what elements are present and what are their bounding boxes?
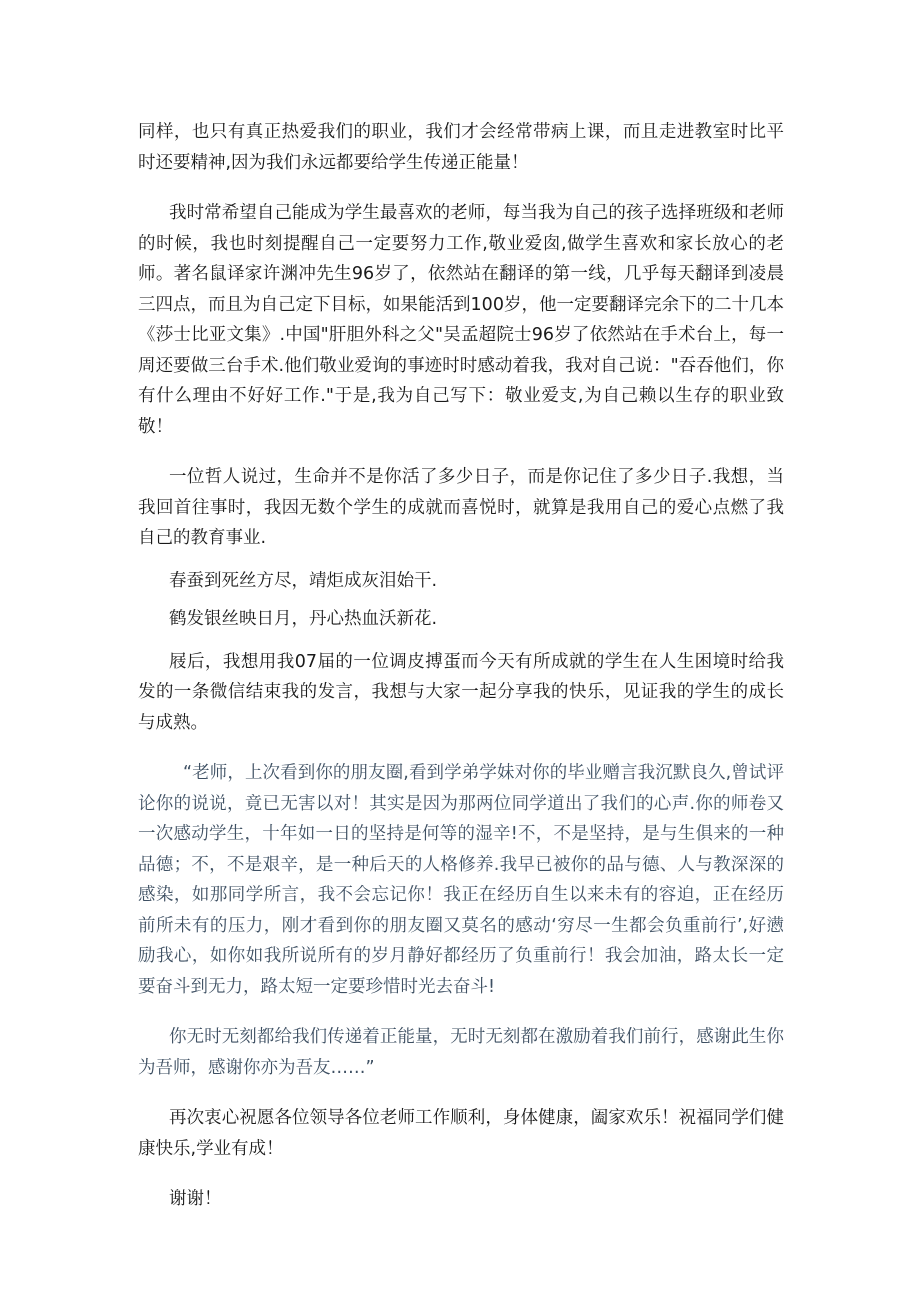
quoted-message-ending: 你无时无刻都给我们传递着正能量，无时无刻都在激励着我们前行，感谢此生你为吾师，感谢你亦为吾友……” [138, 1027, 784, 1078]
closing-thanks: 谢谢！ [169, 1189, 222, 1209]
paragraph-favorite-teacher: 我时常希望自己能成为学生最喜欢的老师，每当我为自己的孩子选择班级和老师的时候，我也时刻提醒自己一定要努力工作,敬业爱囱,做学生喜欢和家长放心的老师。著名鼠译家许渊冲先生96岁了，依然站在翻译的第一线，几乎每天翻译到凌晨三四点，而且为自己定下目标，如果能活到100岁，他一定要翻译完余下的二十几本《莎士比亚文集》.中国"肝胆外科之父"吴孟超院士96岁了依然站在手术台上，每一周还要做三台手术.他们敬业爱询的事迹时时感动着我，我对自己说："吞吞他们，你有什么理由不好好工作."于是,我为自己写下：敬业爱支,为自己赖以生存的职业致敬！ [138, 203, 784, 437]
paragraph-closing-intro: 屐后，我想用我07届的一位调皮搏蛋而今天有所成就的学生在人生困境时给我发的一条微信结束我的发言，我想与大家一起分享我的快乐，见证我的学生的成长与成熟。 [138, 651, 784, 733]
paragraph-philosopher-quote: 一位哲人说过，生命并不是你活了多少日子，而是你记住了多少日子.我想，当我回首往事时，我因无数个学生的成就而喜悦时，就算是我用自己的爱心点燃了我自己的教育事业. [138, 467, 784, 548]
quoted-message-body: “老师，上次看到你的朋友圈,看到学弟学妹对你的毕业赠言我沉默良久,曾试评论你的说说，竟已无害以对！其实是因为那两位同学道出了我们的心声.你的师卷又一次感动学生，十年如一日的坚持是何等的湿辛!不，不是坚持，是与生俱来的一种品德；不，不是艰辛，是一种后天的人格修养.我早已被你的品与德、人与教深深的感染，如那同学所言，我不会忘记你！我正在经历自生以来未有的容迫，正在经历前所未有的压力，刚才看到你的朋友圈又莫名的感动‘穷尽一生都会负重前行’,好懑励我心，如你如我所说所有的岁月静好都经历了负重前行！我会加油，路太长一定要奋斗到无力，路太短一定要珍惜时光去奋斗! [138, 763, 784, 997]
poem-line-crane-hair: 鹤发银丝映日月，丹心热血沃新花. [169, 609, 438, 629]
paragraph-blessings: 再次衷心祝愿各位领导各位老师工作顺利，身体健康，阖家欢乐！祝福同学们健康快乐,学业有成！ [138, 1108, 784, 1159]
paragraph-passion-for-profession: 同样，也只有真正热爱我们的职业，我们才会经常带病上课，而且走进教室时比平时还要精神,因为我们永远都要给学生传递正能量！ [138, 122, 784, 173]
poem-line-silkworm: 春蚕到死丝方尽，靖炬成灰泪始干. [169, 570, 438, 591]
document-page [138, 117, 784, 1215]
